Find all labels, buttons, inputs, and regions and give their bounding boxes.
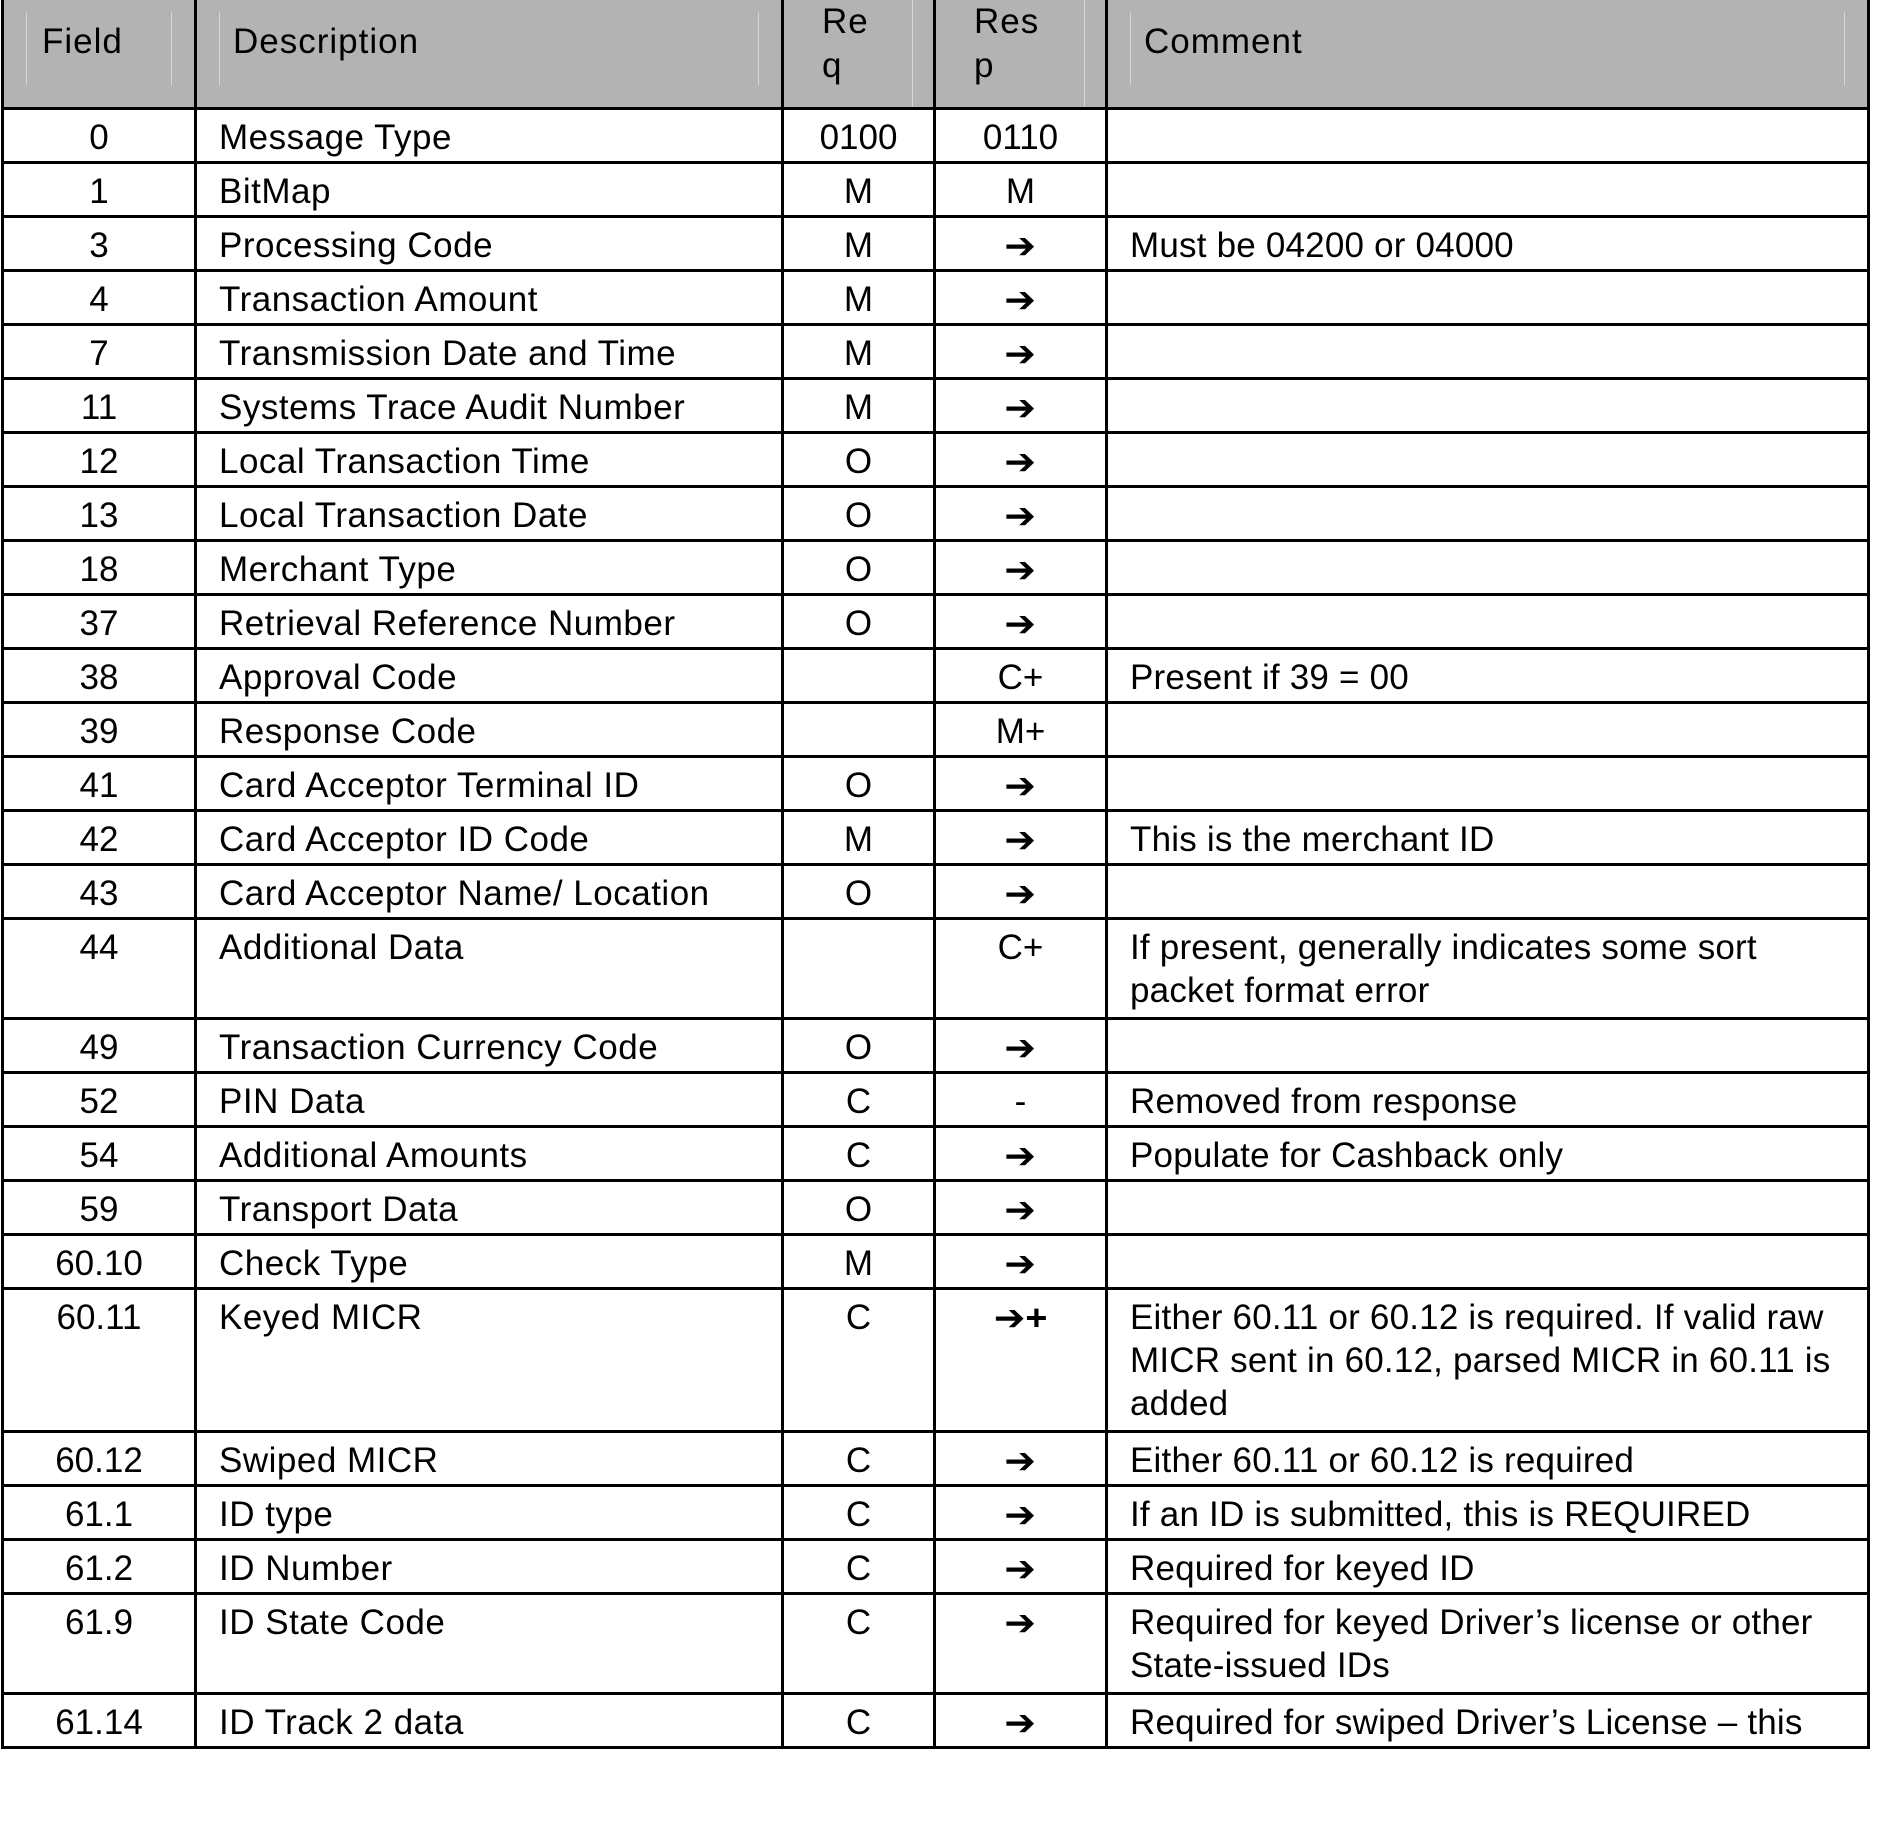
table-row [3, 1235, 1869, 1289]
response-requirement [935, 1486, 1107, 1540]
response-requirement: C+ [935, 919, 1107, 1019]
field-description: Transport Data [196, 1181, 783, 1235]
table-row [3, 757, 1869, 811]
response-requirement [935, 1019, 1107, 1073]
request-requirement [783, 649, 935, 703]
response-requirement [935, 433, 1107, 487]
request-requirement: O [783, 433, 935, 487]
header-description-label: Description [233, 22, 420, 61]
table-row [3, 217, 1869, 271]
field-description: Card Acceptor ID Code [196, 811, 783, 865]
header-comment-label: Comment [1144, 22, 1303, 61]
table-row [3, 1486, 1869, 1540]
field-number: 41 [3, 757, 196, 811]
field-number: 52 [3, 1073, 196, 1127]
header-resp-line1: Res [974, 2, 1040, 41]
response-requirement [935, 1289, 1107, 1432]
request-requirement: C [783, 1432, 935, 1486]
field-number: 61.1 [3, 1486, 196, 1540]
arrow-right-icon: ➔ [1004, 1440, 1037, 1481]
table-row [3, 379, 1869, 433]
response-requirement: 0110 [935, 109, 1107, 163]
field-number: 37 [3, 595, 196, 649]
request-requirement: C [783, 1694, 935, 1748]
field-description: Retrieval Reference Number [196, 595, 783, 649]
field-number: 18 [3, 541, 196, 595]
response-requirement [935, 811, 1107, 865]
field-description: Additional Data [196, 919, 783, 1019]
arrow-right-icon: ➔ [1004, 1243, 1037, 1284]
arrow-right-icon: ➔ [1004, 495, 1037, 536]
table-row [3, 487, 1869, 541]
field-number: 60.10 [3, 1235, 196, 1289]
field-comment [1107, 757, 1869, 811]
field-description: Merchant Type [196, 541, 783, 595]
table-row [3, 703, 1869, 757]
request-requirement: O [783, 541, 935, 595]
request-requirement: C [783, 1127, 935, 1181]
response-requirement [935, 1181, 1107, 1235]
field-number: 13 [3, 487, 196, 541]
field-number: 7 [3, 325, 196, 379]
header-resp-label [974, 0, 1039, 88]
field-number: 60.12 [3, 1432, 196, 1486]
response-requirement [935, 541, 1107, 595]
field-number: 60.11 [3, 1289, 196, 1432]
field-description: Transmission Date and Time [196, 325, 783, 379]
field-comment [1107, 1181, 1869, 1235]
arrow-right-icon: ➔ [1004, 1135, 1037, 1176]
arrow-right-icon: ➔ [1004, 387, 1037, 428]
table-row [3, 1540, 1869, 1594]
request-requirement [783, 919, 935, 1019]
request-requirement: M [783, 271, 935, 325]
field-comment: Required for keyed ID [1107, 1540, 1869, 1594]
field-description: Approval Code [196, 649, 783, 703]
field-comment: Must be 04200 or 04000 [1107, 217, 1869, 271]
field-comment: Either 60.11 or 60.12 is required. If valid raw MICR sent in 60.12, parsed MICR in 60.11 is added [1107, 1289, 1869, 1432]
table-row [3, 1289, 1869, 1432]
request-requirement: C [783, 1073, 935, 1127]
table-row [3, 541, 1869, 595]
table-header-row [3, 0, 1869, 109]
field-comment: Either 60.11 or 60.12 is required [1107, 1432, 1869, 1486]
request-requirement: C [783, 1594, 935, 1694]
field-comment: If present, generally indicates some sort packet format error [1107, 919, 1869, 1019]
response-requirement [935, 865, 1107, 919]
field-comment [1107, 109, 1869, 163]
response-requirement [935, 1594, 1107, 1694]
field-description: Processing Code [196, 217, 783, 271]
response-requirement [935, 217, 1107, 271]
arrow-right-icon: ➔ [1004, 279, 1037, 320]
table-body [3, 109, 1869, 1748]
header-req-line2: q [822, 46, 843, 85]
field-comment [1107, 595, 1869, 649]
response-requirement: - [935, 1073, 1107, 1127]
header-req [783, 0, 935, 109]
field-description: Local Transaction Date [196, 487, 783, 541]
field-number: 38 [3, 649, 196, 703]
response-requirement [935, 271, 1107, 325]
table-row [3, 1019, 1869, 1073]
field-description: Swiped MICR [196, 1432, 783, 1486]
field-comment: Removed from response [1107, 1073, 1869, 1127]
field-number: 39 [3, 703, 196, 757]
table-row [3, 163, 1869, 217]
arrow-right-icon: ➔ [1004, 873, 1037, 914]
field-description: Local Transaction Time [196, 433, 783, 487]
field-number: 44 [3, 919, 196, 1019]
field-number: 0 [3, 109, 196, 163]
header-divider [1084, 0, 1085, 107]
request-requirement: O [783, 487, 935, 541]
field-description: Card Acceptor Name/ Location [196, 865, 783, 919]
response-requirement [935, 1432, 1107, 1486]
table-row [3, 1127, 1869, 1181]
table-row [3, 595, 1869, 649]
field-comment [1107, 433, 1869, 487]
arrow-right-icon: ➔ [1004, 765, 1037, 806]
request-requirement: O [783, 595, 935, 649]
header-req-label [822, 0, 869, 88]
arrow-right-icon: ➔ [1004, 441, 1037, 482]
table-row [3, 1181, 1869, 1235]
arrow-right-icon: ➔ [1004, 1602, 1037, 1643]
arrow-right-icon: ➔ [1004, 819, 1037, 860]
arrow-right-icon: ➔ [1004, 1027, 1037, 1068]
arrow-right-icon: ➔ [1004, 1494, 1037, 1535]
request-requirement [783, 703, 935, 757]
field-number: 54 [3, 1127, 196, 1181]
response-requirement [935, 757, 1107, 811]
header-req-line1: Re [822, 2, 869, 41]
request-requirement: M [783, 379, 935, 433]
header-resp [935, 0, 1107, 109]
arrow-right-icon: ➔ [1004, 1548, 1037, 1589]
field-number: 4 [3, 271, 196, 325]
request-requirement: O [783, 865, 935, 919]
table-row [3, 649, 1869, 703]
field-description: Response Code [196, 703, 783, 757]
table-row [3, 919, 1869, 1019]
field-number: 43 [3, 865, 196, 919]
arrow-right-icon: ➔ [1004, 1189, 1037, 1230]
field-description: Message Type [196, 109, 783, 163]
field-comment [1107, 379, 1869, 433]
field-comment [1107, 325, 1869, 379]
field-number: 3 [3, 217, 196, 271]
request-requirement: O [783, 1019, 935, 1073]
table-row [3, 271, 1869, 325]
arrow-right-icon: ➔ [1004, 1702, 1037, 1743]
field-description: ID Number [196, 1540, 783, 1594]
field-description: ID type [196, 1486, 783, 1540]
field-comment: If an ID is submitted, this is REQUIRED [1107, 1486, 1869, 1540]
field-description: Card Acceptor Terminal ID [196, 757, 783, 811]
field-comment [1107, 541, 1869, 595]
field-number: 59 [3, 1181, 196, 1235]
response-requirement: C+ [935, 649, 1107, 703]
iso8583-field-table [1, 0, 1870, 1749]
field-description: ID State Code [196, 1594, 783, 1694]
request-requirement: 0100 [783, 109, 935, 163]
request-requirement: O [783, 1181, 935, 1235]
field-number: 12 [3, 433, 196, 487]
response-requirement [935, 379, 1107, 433]
field-comment [1107, 487, 1869, 541]
field-number: 11 [3, 379, 196, 433]
field-number: 61.14 [3, 1694, 196, 1748]
field-number: 1 [3, 163, 196, 217]
field-description: Additional Amounts [196, 1127, 783, 1181]
table-row [3, 865, 1869, 919]
table-row [3, 1432, 1869, 1486]
field-description: PIN Data [196, 1073, 783, 1127]
request-requirement: C [783, 1486, 935, 1540]
response-requirement [935, 487, 1107, 541]
field-comment: Present if 39 = 00 [1107, 649, 1869, 703]
arrow-right-icon: ➔ [1004, 549, 1037, 590]
field-description: Keyed MICR [196, 1289, 783, 1432]
header-description [196, 0, 783, 109]
field-description: ID Track 2 data [196, 1694, 783, 1748]
field-comment: This is the merchant ID [1107, 811, 1869, 865]
response-requirement: M [935, 163, 1107, 217]
request-requirement: M [783, 217, 935, 271]
header-divider [912, 0, 913, 107]
field-comment [1107, 1019, 1869, 1073]
field-comment [1107, 1235, 1869, 1289]
field-comment: Required for swiped Driver’s License – this [1107, 1694, 1869, 1748]
request-requirement: O [783, 757, 935, 811]
response-requirement [935, 1127, 1107, 1181]
field-comment [1107, 271, 1869, 325]
request-requirement: M [783, 811, 935, 865]
field-description: Transaction Currency Code [196, 1019, 783, 1073]
field-number: 49 [3, 1019, 196, 1073]
field-description: BitMap [196, 163, 783, 217]
request-requirement: M [783, 163, 935, 217]
arrow-right-icon: ➔+ [993, 1297, 1048, 1338]
field-description: Transaction Amount [196, 271, 783, 325]
arrow-right-icon: ➔ [1004, 333, 1037, 374]
field-comment: Populate for Cashback only [1107, 1127, 1869, 1181]
field-number: 61.2 [3, 1540, 196, 1594]
field-number: 61.9 [3, 1594, 196, 1694]
request-requirement: M [783, 1235, 935, 1289]
header-field [3, 0, 196, 109]
response-requirement [935, 1694, 1107, 1748]
header-comment [1107, 0, 1869, 109]
table-row [3, 109, 1869, 163]
request-requirement: C [783, 1289, 935, 1432]
request-requirement: M [783, 325, 935, 379]
response-requirement [935, 595, 1107, 649]
field-comment [1107, 163, 1869, 217]
table-row [3, 1694, 1869, 1748]
table-row [3, 1073, 1869, 1127]
header-field-label: Field [42, 22, 123, 61]
field-comment [1107, 703, 1869, 757]
response-requirement [935, 1540, 1107, 1594]
table-row [3, 1594, 1869, 1694]
field-description: Check Type [196, 1235, 783, 1289]
field-number: 42 [3, 811, 196, 865]
header-resp-line2: p [974, 46, 995, 85]
response-requirement [935, 325, 1107, 379]
request-requirement: C [783, 1540, 935, 1594]
field-description: Systems Trace Audit Number [196, 379, 783, 433]
arrow-right-icon: ➔ [1004, 225, 1037, 266]
field-comment [1107, 865, 1869, 919]
response-requirement: M+ [935, 703, 1107, 757]
field-comment: Required for keyed Driver’s license or other State-issued IDs [1107, 1594, 1869, 1694]
table-row [3, 325, 1869, 379]
response-requirement [935, 1235, 1107, 1289]
table-row [3, 433, 1869, 487]
arrow-right-icon: ➔ [1004, 603, 1037, 644]
table-row [3, 811, 1869, 865]
